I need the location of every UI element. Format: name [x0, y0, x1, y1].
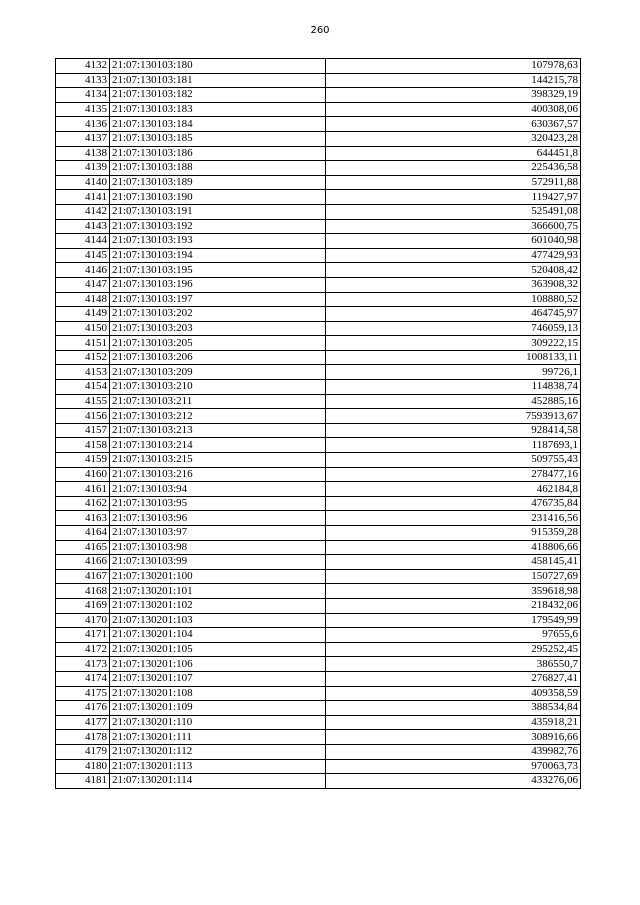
table-row: [56, 380, 581, 395]
cadastral-number: 21:07:130103:97: [110, 526, 326, 541]
table-row: [56, 307, 581, 322]
cadastral-value: 520408,42: [326, 263, 581, 278]
cadastral-number: 21:07:130103:203: [110, 321, 326, 336]
cadastral-value: 225436,58: [326, 161, 581, 176]
cadastral-value: 320423,28: [326, 131, 581, 146]
table-row: [56, 715, 581, 730]
table-row: [56, 730, 581, 745]
cadastral-number: 21:07:130103:209: [110, 365, 326, 380]
cadastral-number: 21:07:130201:110: [110, 715, 326, 730]
cadastral-value: 114838,74: [326, 380, 581, 395]
table-row: [56, 496, 581, 511]
row-number: 4135: [56, 102, 110, 117]
cadastral-number: 21:07:130103:213: [110, 423, 326, 438]
table-row: [56, 59, 581, 74]
table-row: [56, 204, 581, 219]
cadastral-number: 21:07:130103:184: [110, 117, 326, 132]
cadastral-number: 21:07:130103:189: [110, 175, 326, 190]
cadastral-value: 7593913,67: [326, 409, 581, 424]
table-row: [56, 526, 581, 541]
table-row: [56, 175, 581, 190]
row-number: 4169: [56, 598, 110, 613]
row-number: 4133: [56, 73, 110, 88]
row-number: 4138: [56, 146, 110, 161]
row-number: 4171: [56, 628, 110, 643]
row-number: 4142: [56, 204, 110, 219]
row-number: 4156: [56, 409, 110, 424]
row-number: 4134: [56, 88, 110, 103]
cadastral-value: 107978,63: [326, 59, 581, 74]
cadastral-value: 363908,32: [326, 277, 581, 292]
row-number: 4166: [56, 555, 110, 570]
table-row: [56, 131, 581, 146]
row-number: 4168: [56, 584, 110, 599]
cadastral-number: 21:07:130103:99: [110, 555, 326, 570]
cadastral-value: 1008133,11: [326, 350, 581, 365]
table-row: [56, 453, 581, 468]
cadastral-number: 21:07:130103:98: [110, 540, 326, 555]
cadastral-number: 21:07:130103:95: [110, 496, 326, 511]
cadastral-value: 218432,06: [326, 598, 581, 613]
table-row: [56, 117, 581, 132]
table-row: [56, 540, 581, 555]
cadastral-number: 21:07:130201:107: [110, 671, 326, 686]
row-number: 4153: [56, 365, 110, 380]
cadastral-number: 21:07:130103:214: [110, 438, 326, 453]
row-number: 4155: [56, 394, 110, 409]
row-number: 4174: [56, 671, 110, 686]
cadastral-value: 746059,13: [326, 321, 581, 336]
table-row: [56, 248, 581, 263]
row-number: 4173: [56, 657, 110, 672]
cadastral-value: 388534,84: [326, 701, 581, 716]
row-number: 4146: [56, 263, 110, 278]
row-number: 4145: [56, 248, 110, 263]
cadastral-value: 970063,73: [326, 759, 581, 774]
table-row: [56, 102, 581, 117]
table-row: [56, 555, 581, 570]
cadastral-number: 21:07:130103:180: [110, 59, 326, 74]
cadastral-value: 366600,75: [326, 219, 581, 234]
cadastral-value: 309222,15: [326, 336, 581, 351]
table-row: [56, 598, 581, 613]
cadastral-number: 21:07:130103:190: [110, 190, 326, 205]
cadastral-number: 21:07:130201:113: [110, 759, 326, 774]
row-number: 4162: [56, 496, 110, 511]
row-number: 4148: [56, 292, 110, 307]
cadastral-number: 21:07:130201:106: [110, 657, 326, 672]
row-number: 4151: [56, 336, 110, 351]
table-row: [56, 190, 581, 205]
table-row: [56, 146, 581, 161]
row-number: 4179: [56, 744, 110, 759]
table-row: [56, 511, 581, 526]
table-row: [56, 569, 581, 584]
cadastral-value: 295252,45: [326, 642, 581, 657]
cadastral-value: 418806,66: [326, 540, 581, 555]
cadastral-number: 21:07:130103:195: [110, 263, 326, 278]
cadastral-number: 21:07:130103:194: [110, 248, 326, 263]
cadastral-value: 476735,84: [326, 496, 581, 511]
cadastral-value: 400308,06: [326, 102, 581, 117]
cadastral-number: 21:07:130103:182: [110, 88, 326, 103]
cadastral-value: 462184,8: [326, 482, 581, 497]
cadastral-value: 1187693,1: [326, 438, 581, 453]
row-number: 4132: [56, 59, 110, 74]
table-row: [56, 394, 581, 409]
row-number: 4136: [56, 117, 110, 132]
row-number: 4154: [56, 380, 110, 395]
table-row: [56, 482, 581, 497]
row-number: 4150: [56, 321, 110, 336]
table-row: [56, 628, 581, 643]
cadastral-number: 21:07:130201:114: [110, 774, 326, 789]
row-number: 4177: [56, 715, 110, 730]
cadastral-value: 630367,57: [326, 117, 581, 132]
cadastral-number: 21:07:130103:216: [110, 467, 326, 482]
cadastral-value: 644451,8: [326, 146, 581, 161]
cadastral-value: 601040,98: [326, 234, 581, 249]
cadastral-value: 464745,97: [326, 307, 581, 322]
cadastral-value: 915359,28: [326, 526, 581, 541]
table-row: [56, 234, 581, 249]
cadastral-value: 572911,88: [326, 175, 581, 190]
row-number: 4161: [56, 482, 110, 497]
cadastral-value: 119427,97: [326, 190, 581, 205]
cadastral-number: 21:07:130103:193: [110, 234, 326, 249]
row-number: 4152: [56, 350, 110, 365]
table-row: [56, 642, 581, 657]
table-row: [56, 277, 581, 292]
cadastral-value: 278477,16: [326, 467, 581, 482]
cadastral-number: 21:07:130201:112: [110, 744, 326, 759]
table-row: [56, 686, 581, 701]
table-row: [56, 423, 581, 438]
table-row: [56, 161, 581, 176]
row-number: 4158: [56, 438, 110, 453]
table-row: [56, 73, 581, 88]
row-number: 4143: [56, 219, 110, 234]
page-number: 260: [310, 25, 330, 36]
table-row: [56, 744, 581, 759]
cadastral-value: 179549,99: [326, 613, 581, 628]
cadastral-number: 21:07:130103:215: [110, 453, 326, 468]
table-row: [56, 671, 581, 686]
row-number: 4159: [56, 453, 110, 468]
row-number: 4147: [56, 277, 110, 292]
table-row: [56, 467, 581, 482]
cadastral-number: 21:07:130201:100: [110, 569, 326, 584]
cadastral-number: 21:07:130201:105: [110, 642, 326, 657]
table-row: [56, 88, 581, 103]
row-number: 4167: [56, 569, 110, 584]
cadastral-value: 231416,56: [326, 511, 581, 526]
table-row: [56, 409, 581, 424]
cadastral-number: 21:07:130103:94: [110, 482, 326, 497]
cadastral-value: 433276,06: [326, 774, 581, 789]
cadastral-value: 409358,59: [326, 686, 581, 701]
cadastral-number: 21:07:130103:212: [110, 409, 326, 424]
cadastral-value: 439982,76: [326, 744, 581, 759]
cadastral-number: 21:07:130201:103: [110, 613, 326, 628]
cadastral-number: 21:07:130103:196: [110, 277, 326, 292]
table-row: [56, 292, 581, 307]
cadastral-number: 21:07:130103:205: [110, 336, 326, 351]
row-number: 4137: [56, 131, 110, 146]
row-number: 4144: [56, 234, 110, 249]
table-row: [56, 438, 581, 453]
registry-table: [55, 58, 581, 789]
registry-rows: [56, 59, 581, 789]
table-row: [56, 219, 581, 234]
row-number: 4178: [56, 730, 110, 745]
cadastral-number: 21:07:130201:108: [110, 686, 326, 701]
row-number: 4181: [56, 774, 110, 789]
table-row: [56, 701, 581, 716]
cadastral-value: 108880,52: [326, 292, 581, 307]
cadastral-value: 509755,43: [326, 453, 581, 468]
row-number: 4141: [56, 190, 110, 205]
cadastral-number: 21:07:130201:109: [110, 701, 326, 716]
cadastral-number: 21:07:130103:185: [110, 131, 326, 146]
table-row: [56, 613, 581, 628]
cadastral-number: 21:07:130103:186: [110, 146, 326, 161]
cadastral-number: 21:07:130201:101: [110, 584, 326, 599]
row-number: 4170: [56, 613, 110, 628]
cadastral-number: 21:07:130103:197: [110, 292, 326, 307]
cadastral-number: 21:07:130103:211: [110, 394, 326, 409]
cadastral-value: 99726,1: [326, 365, 581, 380]
cadastral-value: 452885,16: [326, 394, 581, 409]
cadastral-value: 477429,93: [326, 248, 581, 263]
row-number: 4164: [56, 526, 110, 541]
table-row: [56, 584, 581, 599]
row-number: 4172: [56, 642, 110, 657]
row-number: 4180: [56, 759, 110, 774]
cadastral-value: 928414,58: [326, 423, 581, 438]
cadastral-value: 525491,08: [326, 204, 581, 219]
cadastral-number: 21:07:130103:191: [110, 204, 326, 219]
cadastral-value: 144215,78: [326, 73, 581, 88]
cadastral-number: 21:07:130201:102: [110, 598, 326, 613]
cadastral-number: 21:07:130103:181: [110, 73, 326, 88]
row-number: 4140: [56, 175, 110, 190]
cadastral-number: 21:07:130103:96: [110, 511, 326, 526]
cadastral-value: 97655,6: [326, 628, 581, 643]
table-row: [56, 321, 581, 336]
row-number: 4165: [56, 540, 110, 555]
cadastral-value: 435918,21: [326, 715, 581, 730]
table-row: [56, 365, 581, 380]
table-row: [56, 774, 581, 789]
table-row: [56, 759, 581, 774]
row-number: 4149: [56, 307, 110, 322]
row-number: 4175: [56, 686, 110, 701]
cadastral-number: 21:07:130103:192: [110, 219, 326, 234]
table-row: [56, 350, 581, 365]
cadastral-value: 276827,41: [326, 671, 581, 686]
row-number: 4163: [56, 511, 110, 526]
cadastral-value: 308916,66: [326, 730, 581, 745]
cadastral-number: 21:07:130201:111: [110, 730, 326, 745]
cadastral-value: 458145,41: [326, 555, 581, 570]
cadastral-value: 398329,19: [326, 88, 581, 103]
cadastral-number: 21:07:130103:183: [110, 102, 326, 117]
cadastral-number: 21:07:130201:104: [110, 628, 326, 643]
cadastral-value: 359618,98: [326, 584, 581, 599]
row-number: 4176: [56, 701, 110, 716]
table-row: [56, 336, 581, 351]
table-row: [56, 657, 581, 672]
cadastral-number: 21:07:130103:206: [110, 350, 326, 365]
row-number: 4157: [56, 423, 110, 438]
cadastral-value: 150727,69: [326, 569, 581, 584]
cadastral-number: 21:07:130103:210: [110, 380, 326, 395]
row-number: 4139: [56, 161, 110, 176]
cadastral-number: 21:07:130103:188: [110, 161, 326, 176]
row-number: 4160: [56, 467, 110, 482]
cadastral-value: 386550,7: [326, 657, 581, 672]
cadastral-number: 21:07:130103:202: [110, 307, 326, 322]
table-row: [56, 263, 581, 278]
